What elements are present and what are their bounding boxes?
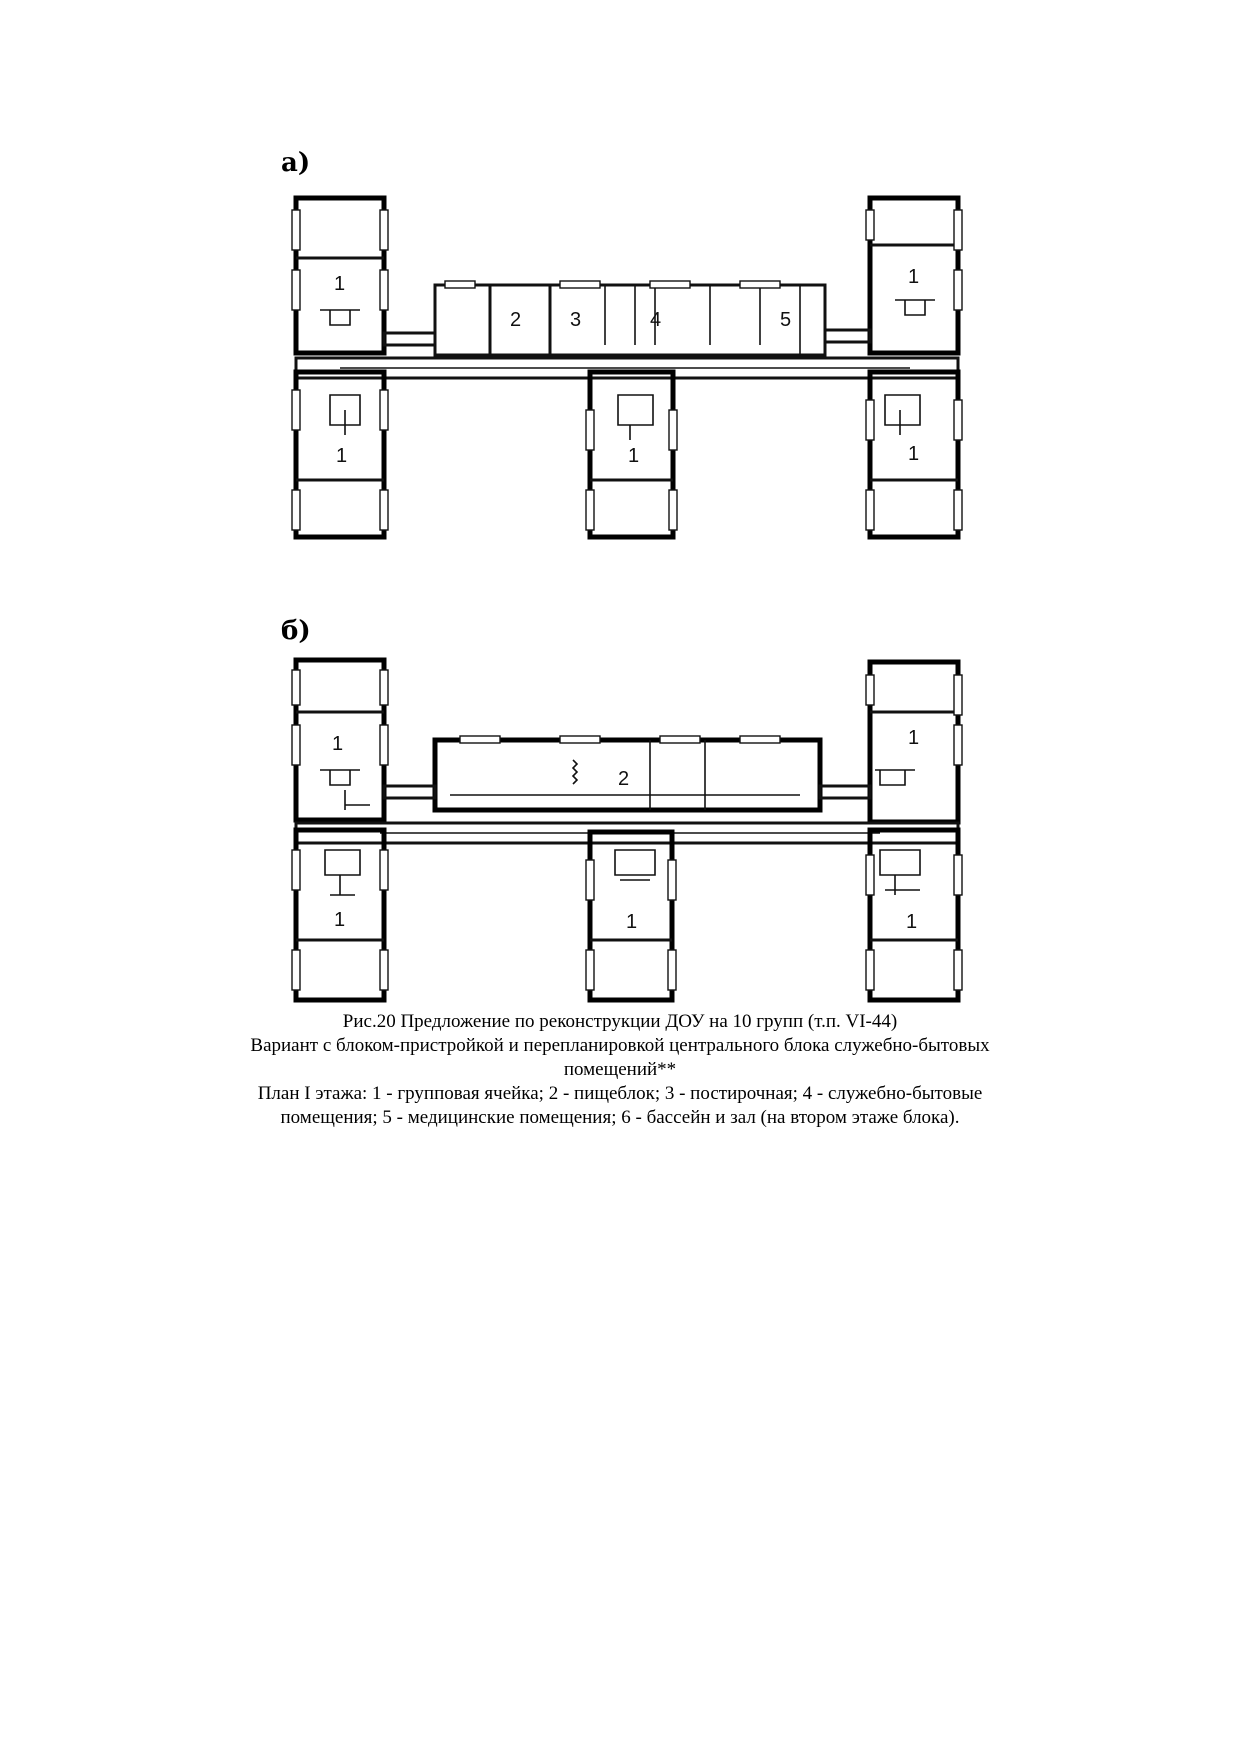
caption-line: помещений** [563,1059,677,1080]
room-number: 1 [908,266,920,288]
figure-caption [200,1010,1040,1130]
panel-label-b: б) [281,616,311,646]
room-number: 1 [332,733,344,755]
floor-plan-a [0,180,1240,550]
room-number: 1 [334,273,346,295]
room-number: 4 [650,309,662,331]
caption-line: Вариант с блоком-пристройкой и перепланировкой центрального блока служебно-бытовых [250,1035,990,1056]
room-number: 1 [334,909,346,931]
room-number: 1 [908,727,920,749]
connectors-a [384,330,870,345]
room-number: 1 [336,445,348,467]
room-number: 1 [906,911,918,933]
room-number: 3 [570,309,582,331]
room-number: 1 [908,443,920,465]
corridor-a [296,358,958,378]
room-number: 2 [618,768,630,790]
floor-plan-b [0,650,1240,1020]
caption-line: План I этажа: 1 - групповая ячейка; 2 - пищеблок; 3 - постирочная; 4 - служебно-бытовые [257,1083,983,1104]
panel-label-a: а) [281,148,311,178]
central-top-block-a [435,281,825,355]
room-number: 1 [626,911,638,933]
room-number: 2 [510,309,522,331]
room-number: 1 [628,445,640,467]
caption-line: помещения; 5 - медицинские помещения; 6 - бассейн и зал (на втором этаже блока). [280,1107,960,1128]
caption-line: Рис.20 Предложение по реконструкции ДОУ на 10 групп (т.п. VI-44) [342,1011,898,1032]
room-number: 5 [780,309,792,331]
